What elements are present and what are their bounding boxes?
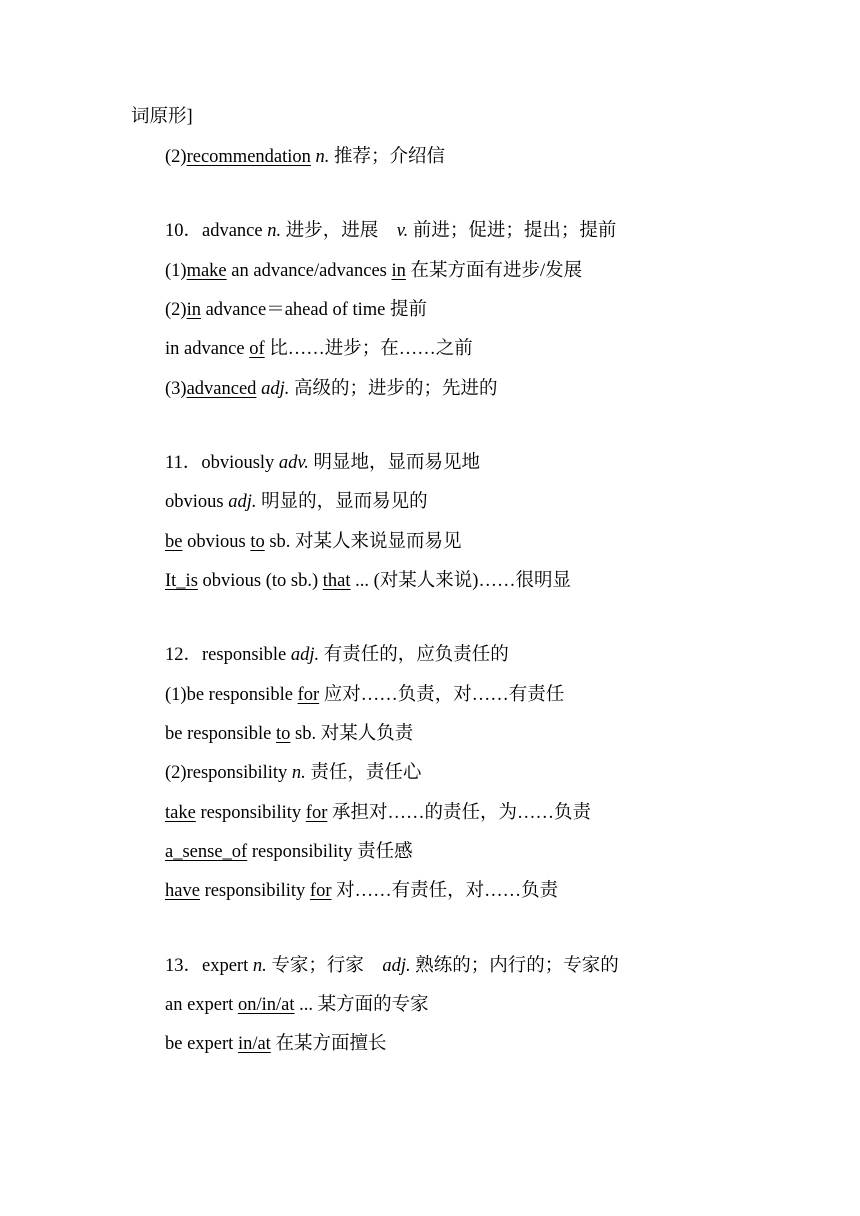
text-segment: sb. 对某人来说显而易见 [264,532,462,552]
text-segment: 明显地，显而易见地 [308,453,481,473]
underlined-keyword: be [165,532,183,552]
entry-heading [165,452,480,474]
text-segment: sb. 对某人负责 [290,724,414,744]
underlined-keyword: recommendation [186,147,311,167]
underlined-keyword: make [186,261,227,281]
text-segment: (1) [165,261,187,281]
text-segment: 有责任的，应负责任的 [319,645,509,665]
text-segment: 比……进步；在……之前 [264,339,473,359]
text-line [165,802,591,824]
text-segment: 在某方面擅长 [270,1034,387,1054]
underlined-keyword: in [186,300,201,320]
part-of-speech: n. [291,763,306,783]
text-segment: 责任，责任心 [305,763,422,783]
underlined-keyword: a_sense_of [165,842,248,862]
part-of-speech: adj. [382,956,411,976]
underlined-keyword: advanced [186,379,257,399]
text-segment: 推荐；介绍信 [329,147,446,167]
underlined-keyword: for [297,685,320,705]
text-segment: advance＝ahead of time 提前 [200,300,427,320]
text-segment: an expert [165,995,238,1015]
text-line [165,994,429,1016]
text-segment: (1)be responsible [165,685,298,705]
text-segment: 高级的；进步的；先进的 [289,379,498,399]
part-of-speech: adj. [228,492,257,512]
text-segment: an advance/advances [226,261,392,281]
text-line [165,762,421,784]
text-segment: responsibility [199,881,310,901]
underlined-keyword: on/in/at [237,995,295,1015]
text-line [165,378,497,400]
text-segment: (2) [165,147,187,167]
text-line [165,260,582,282]
text-line [165,146,445,168]
text-segment: ... 某方面的专家 [294,995,429,1015]
text-segment: 对……有责任，对……负责 [331,881,559,901]
text-line [165,880,558,902]
entry-heading [165,220,616,242]
text-segment: (2) [165,300,187,320]
underlined-keyword: in/at [237,1034,271,1054]
text-segment: 承担对……的责任，为……负责 [327,803,592,823]
text-line [165,841,413,863]
part-of-speech: n. [267,221,282,241]
text-segment: 13．expert [165,956,253,976]
text-segment: 在某方面有进步/发展 [405,261,583,281]
text-segment: 应对……负责，对……有责任 [319,685,565,705]
text-segment: 词原形] [131,107,193,127]
text-segment: be expert [165,1034,238,1054]
underlined-keyword: in [391,261,406,281]
text-line [165,491,428,513]
entry-heading [165,644,509,666]
text-segment: 专家；行家 [266,956,383,976]
text-segment: 明显的，显而易见的 [256,492,428,512]
text-line [165,338,473,360]
underlined-keyword: to [275,724,291,744]
underlined-keyword: to [250,532,265,552]
text-line [165,1033,386,1055]
text-line [165,299,427,321]
part-of-speech: adj. [261,379,290,399]
text-segment: obvious [182,532,251,552]
entry-heading [165,955,619,977]
text-segment: be responsible [165,724,276,744]
underlined-keyword: for [309,881,332,901]
text-segment: responsibility 责任感 [247,842,413,862]
text-segment: 熟练的；内行的；专家的 [410,956,619,976]
text-segment: obvious (to sb.) [197,571,323,591]
part-of-speech: v. [396,221,409,241]
text-segment: 11．obviously [165,453,279,473]
underlined-keyword: of [249,339,265,359]
text-line [165,531,462,553]
text-segment: obvious [165,492,229,512]
text-line [165,723,413,745]
part-of-speech: adv. [278,453,309,473]
text-segment: responsibility [195,803,306,823]
text-segment: 进步，进展 [281,221,397,241]
text-line [165,570,571,592]
part-of-speech: adj. [290,645,320,665]
text-segment: 前进；促进；提出；提前 [408,221,617,241]
underlined-keyword: that [322,571,351,591]
text-segment: (2)responsibility [165,763,292,783]
text-line [165,684,564,706]
underlined-keyword: have [165,881,200,901]
underlined-keyword: It_is [165,571,198,591]
underlined-keyword: for [305,803,328,823]
part-of-speech: n. [315,147,330,167]
part-of-speech: n. [252,956,267,976]
text-line [131,106,193,128]
underlined-keyword: take [165,803,196,823]
text-segment: ... (对某人来说)……很明显 [350,571,571,591]
text-segment: in advance [165,339,250,359]
text-segment: 12．responsible [165,645,291,665]
text-segment: (3) [165,379,187,399]
text-segment: 10．advance [165,221,268,241]
